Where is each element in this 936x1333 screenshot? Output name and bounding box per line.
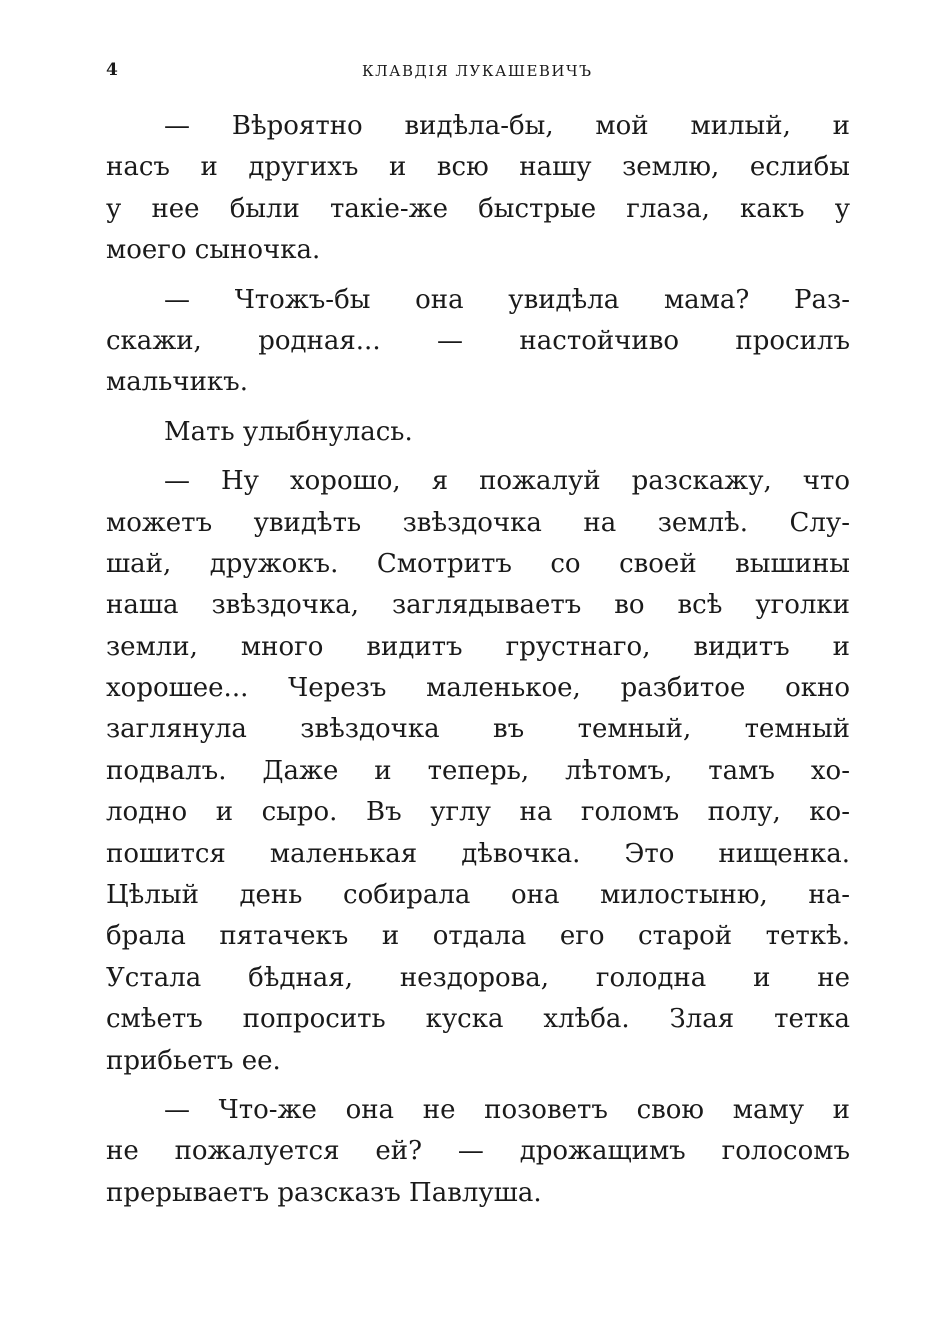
- text-line: подвалъ. Даже и теперь, лѣтомъ, тамъ хо-: [106, 755, 850, 786]
- text-line: можетъ увидѣть звѣздочка на землѣ. Слу-: [106, 507, 850, 538]
- text-line: заглянула звѣздочка въ темный, темный: [106, 714, 850, 745]
- text-line: — Что-же она не позоветъ свою маму и: [164, 1094, 850, 1125]
- text-line: насъ и другихъ и всю нашу землю, еслибы: [106, 152, 850, 183]
- paragraph: [106, 1090, 850, 1214]
- text-line: земли, много видитъ грустнаго, видитъ и: [106, 631, 850, 662]
- text-line: Устала бѣдная, нездорова, голодна и не: [106, 962, 850, 993]
- text-line: — Чтожъ-бы она увидѣла мама? Раз-: [164, 284, 850, 315]
- text-line: смѣетъ попросить куска хлѣба. Злая тетка: [106, 1004, 850, 1035]
- running-head: [106, 60, 850, 84]
- text-line: шай, дружокъ. Смотритъ со своей вышины: [106, 548, 850, 579]
- running-title: КЛАВДІЯ ЛУКАШЕВИЧЪ: [362, 62, 593, 80]
- text-line: у нее были такіе-же быстрые глаза, какъ у: [106, 193, 850, 224]
- page-number: 4: [106, 60, 118, 80]
- text-line: наша звѣздочка, заглядываетъ во всѣ уголки: [106, 590, 850, 621]
- paragraph: [106, 412, 850, 453]
- text-line: скажи, родная... — настойчиво просилъ: [106, 325, 850, 356]
- text-line: моего сыночка.: [106, 235, 321, 266]
- text-line: мальчикъ.: [106, 367, 248, 398]
- paragraph: [106, 106, 850, 272]
- body-text: [106, 106, 850, 1214]
- text-line: хорошее... Черезъ маленькое, разбитое окно: [106, 673, 850, 704]
- paragraph: [106, 280, 850, 404]
- text-line: прибьетъ ее.: [106, 1045, 281, 1076]
- text-line: лодно и сыро. Въ углу на голомъ полу, ко-: [106, 797, 850, 828]
- paragraph: [106, 461, 850, 1082]
- text-line: Цѣлый день собирала она милостыню, на-: [106, 880, 850, 911]
- text-line: пошится маленькая дѣвочка. Это нищенка.: [106, 838, 850, 869]
- text-line: брала пятачекъ и отдала его старой теткѣ.: [106, 921, 850, 952]
- text-line: — Вѣроятно видѣла-бы, мой милый, и: [164, 111, 850, 141]
- text-line: Мать улыбнулась.: [164, 416, 413, 447]
- text-line: прерываетъ разсказъ Павлуша.: [106, 1177, 542, 1208]
- text-line: не пожалуется ей? — дрожащимъ голосомъ: [106, 1136, 850, 1167]
- text-line: — Ну хорошо, я пожалуй разскажу, что: [164, 466, 850, 497]
